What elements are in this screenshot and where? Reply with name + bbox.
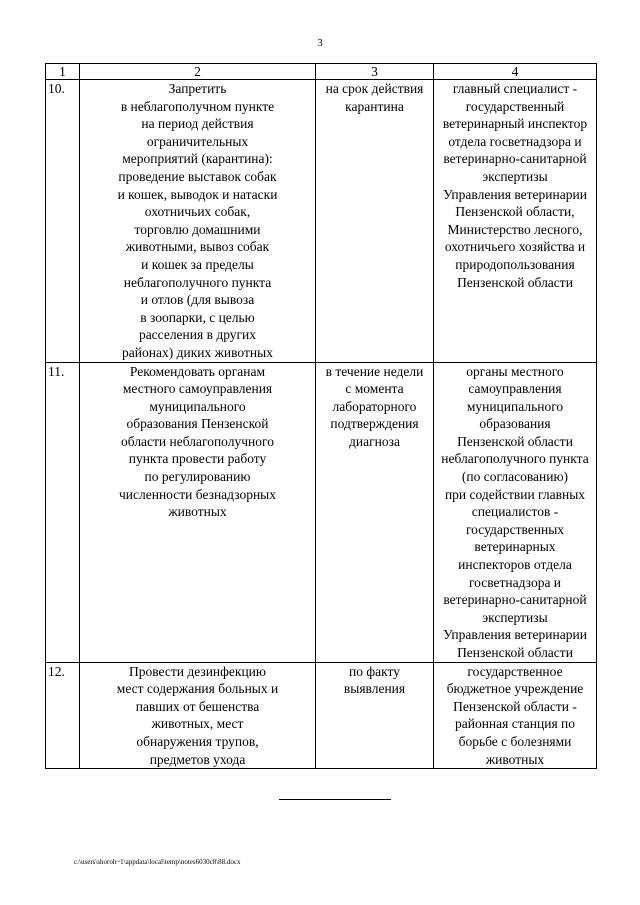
cell-line: на срок действия (325, 81, 424, 96)
cell-line: животными, вывоз собак (125, 239, 270, 255)
cell-line: ветеринарных (474, 539, 556, 555)
row-number: 12. (46, 662, 80, 769)
cell-line: животных (168, 504, 227, 520)
cell-line: главный специалист - (452, 81, 578, 96)
cell-line: Пензенской области (457, 645, 573, 660)
cell-line: экспертизы (482, 609, 548, 625)
cell-line: торговлю домашними (134, 221, 261, 237)
cell-line: муниципального (466, 398, 564, 414)
column-header-3: 3 (316, 64, 434, 80)
cell-line: бюджетное учреждение (446, 681, 584, 697)
cell-line: Министерство лесного, (447, 221, 583, 237)
cell-line: расселения в других (138, 327, 257, 343)
cell-line: по факту (349, 663, 400, 679)
cell-line: лабораторного (332, 398, 417, 414)
cell-line: специалистов - (471, 504, 559, 520)
cell-line: инспекторов отдела (458, 557, 572, 573)
deadline-cell (316, 362, 434, 662)
deadline-cell (316, 662, 434, 769)
measure-cell (80, 662, 316, 769)
cell-line: экспертизы (482, 168, 548, 184)
cell-line: ветеринарно-санитарной (443, 151, 587, 167)
cell-line: пункта провести работу (128, 451, 267, 467)
responsible-cell (434, 362, 597, 662)
cell-line: животных, мест (151, 716, 244, 732)
column-header-4: 4 (434, 64, 597, 80)
deadline-cell (316, 80, 434, 363)
table-body (46, 80, 597, 769)
cell-line: Рекомендовать органам (129, 363, 266, 379)
table-row (46, 80, 597, 363)
cell-line: государственное (467, 663, 563, 679)
responsible-cell (434, 80, 597, 363)
table-row (46, 362, 597, 662)
cell-line: охотничьих собак, (144, 204, 251, 220)
cell-line: Пензенской области (457, 433, 573, 449)
cell-line: государственных (465, 521, 565, 537)
cell-line: муниципального (149, 398, 246, 414)
cell-line: неблагополучного пункта (123, 274, 272, 290)
cell-line: Провести дезинфекцию (128, 663, 266, 679)
cell-line: борьбе с болезнями (458, 733, 572, 749)
cell-line: госветнадзора и (468, 574, 562, 590)
cell-line: самоуправления (468, 381, 562, 397)
cell-line: государственный (465, 98, 565, 114)
cell-line: в течение недели (325, 363, 424, 379)
cell-line: охотничьего хозяйства и (444, 239, 586, 255)
cell-line: карантина (345, 98, 404, 114)
cell-line: павших от бешенства (135, 698, 260, 714)
cell-line: Пензенской области, (455, 204, 575, 220)
row-number: 11. (46, 362, 80, 662)
responsible-cell (434, 662, 597, 769)
cell-line: природопользования (455, 256, 575, 272)
cell-line: ограничительных (146, 133, 249, 149)
cell-line: диагноза (349, 433, 400, 449)
cell-line: Запретить (168, 81, 227, 96)
cell-line: ветеринарно-санитарной (443, 592, 587, 608)
cell-line: животных (485, 751, 545, 767)
cell-line: и отлов (для вывоза (140, 292, 255, 308)
cell-line: в зоопарки, с целью (140, 309, 255, 325)
cell-line: органы местного (466, 363, 564, 379)
cell-line: на период действия (141, 116, 254, 132)
cell-line: образования Пензенской (126, 416, 269, 432)
cell-line: по регулированию (144, 469, 251, 485)
cell-line: неблагополучного пункта (441, 451, 589, 467)
cell-line: и кошек за пределы (141, 256, 254, 272)
cell-line: Управления ветеринарии (443, 186, 587, 202)
cell-line: области неблагополучного (121, 433, 274, 449)
cell-line: проведение выставок собак (118, 168, 277, 184)
table-row (46, 662, 597, 769)
cell-line: выявления (343, 681, 406, 697)
cell-line: Пензенской области (457, 274, 573, 290)
cell-line: предметов ухода (149, 751, 246, 767)
cell-line: и кошек, выводок и натаски (117, 186, 278, 202)
signature-line (279, 799, 391, 800)
cell-line: подтверждения (330, 416, 419, 432)
cell-line: районная станция по (454, 716, 576, 732)
cell-line: с момента (345, 381, 404, 397)
file-path: c:\users\shoroh~1\appdata\local\temp\notes6030c8\88.docx (74, 858, 241, 866)
measure-cell (80, 80, 316, 363)
column-header-1: 1 (46, 64, 80, 80)
measure-cell (80, 362, 316, 662)
row-number: 10. (46, 80, 80, 363)
page-number: 3 (317, 37, 323, 49)
cell-line: при содействии главных (444, 486, 586, 502)
column-header-2: 2 (80, 64, 316, 80)
cell-line: мест содержания больных и (116, 681, 279, 697)
cell-line: мероприятий (карантина): (122, 151, 273, 167)
cell-line: численности безнадзорных (119, 486, 276, 502)
cell-line: отдела госветнадзора и (448, 133, 582, 149)
cell-line: в неблагополучном пункте (120, 98, 275, 114)
measures-table (45, 63, 597, 769)
cell-line: Управления ветеринарии (443, 627, 587, 643)
cell-line: обнаружения трупов, (136, 733, 259, 749)
header-row (46, 64, 597, 80)
cell-line: (по согласованию) (461, 469, 569, 485)
cell-line: районах) диких животных (122, 344, 273, 360)
cell-line: местного самоуправления (122, 381, 273, 397)
cell-line: ветеринарный инспектор (442, 116, 588, 132)
cell-line: Пензенской области - (453, 698, 577, 714)
cell-line: образования (479, 416, 551, 432)
